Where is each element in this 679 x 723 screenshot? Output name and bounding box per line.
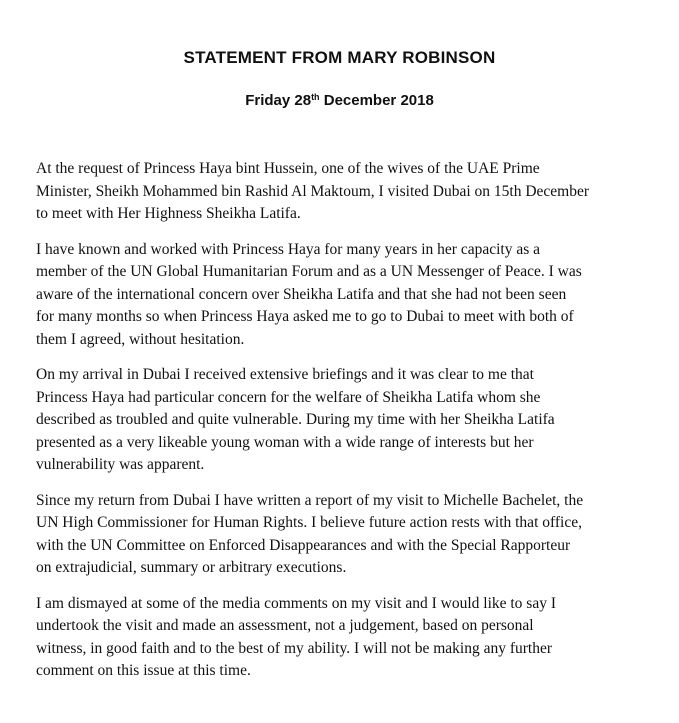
paragraph-line: for many months so when Princess Haya asked me to go to Dubai to meet with both of xyxy=(36,308,574,325)
paragraph-line: On my arrival in Dubai I received extensive briefings and it was clear to me that xyxy=(36,366,534,383)
paragraph xyxy=(36,490,646,580)
paragraph-line: I am dismayed at some of the media comments on my visit and I would like to say I xyxy=(36,594,557,612)
statement-date xyxy=(0,92,679,109)
paragraph xyxy=(36,239,646,352)
paragraph-line: witness, in good faith and to the best of my ability. I will not be making any further xyxy=(36,639,552,657)
date-month-year: December 2018 xyxy=(323,92,434,109)
paragraph-line: At the request of Princess Haya bint Hussein, one of the wives of the UAE Prime xyxy=(36,160,540,177)
paragraph-line: described as troubled and quite vulnerable. During my time with her Sheikha Latifa xyxy=(36,411,555,428)
paragraph-line: them I agreed, without hesitation. xyxy=(36,330,245,348)
paragraph xyxy=(36,593,646,683)
paragraph-line: Minister, Sheikh Mohammed bin Rashid Al Maktoum, I visited Dubai on 15th December xyxy=(36,182,590,200)
date-day: 28 xyxy=(294,92,312,109)
paragraph-line: comment on this issue at this time. xyxy=(36,662,251,679)
statement-body xyxy=(36,158,646,696)
paragraph-line: undertook the visit and made an assessment, not a judgement, based on personal xyxy=(36,617,534,634)
date-weekday: Friday xyxy=(245,92,291,109)
paragraph-line: vulnerability was apparent. xyxy=(36,456,205,473)
paragraph-line: presented as a very likeable young woman with a wide range of interests but her xyxy=(36,433,534,451)
paragraph xyxy=(36,158,646,226)
paragraph-line: I have known and worked with Princess Haya for many years in her capacity as a xyxy=(36,240,541,258)
paragraph xyxy=(36,364,646,477)
paragraph-line: member of the UN Global Humanitarian Forum and as a UN Messenger of Peace. I was xyxy=(36,263,582,280)
statement-title: STATEMENT FROM MARY ROBINSON xyxy=(183,48,496,67)
date-ordinal: th xyxy=(311,92,320,102)
paragraph-line: to meet with Her Highness Sheikha Latifa. xyxy=(36,205,301,222)
paragraph-line: with the UN Committee on Enforced Disappearances and with the Special Rapporteur xyxy=(36,536,571,554)
paragraph-line: on extrajudicial, summary or arbitrary executions. xyxy=(36,559,347,576)
paragraph-line: UN High Commissioner for Human Rights. I believe future action rests with that office, xyxy=(36,514,582,531)
paragraph-line: Since my return from Dubai I have written a report of my visit to Michelle Bachelet, the xyxy=(36,491,584,509)
paragraph-line: aware of the international concern over Sheikha Latifa and that she had not been seen xyxy=(36,285,567,303)
paragraph-line: Princess Haya had particular concern for the welfare of Sheikha Latifa whom she xyxy=(36,388,541,406)
